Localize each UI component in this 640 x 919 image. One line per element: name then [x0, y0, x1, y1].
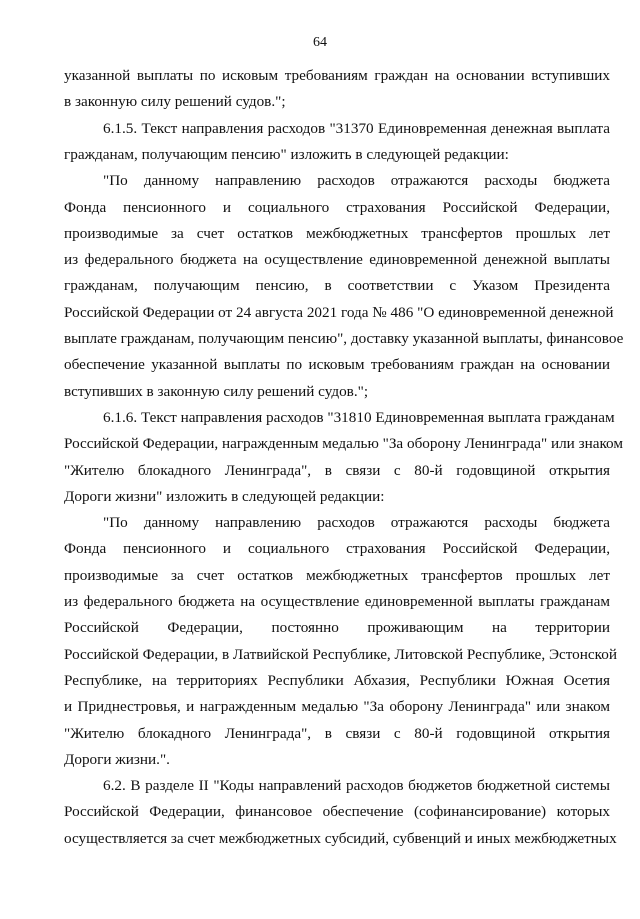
text-line: 6.1.6. Текст направления расходов "31810 Единовременная выплата гражданам	[103, 408, 615, 426]
text-line: гражданам, получающим пенсию, в соответствии с Указом Президента	[64, 277, 610, 295]
text-line: выплате гражданам, получающим пенсию", доставку указанной выплаты, финансовое	[64, 330, 624, 347]
text-line: "Жителю блокадного Ленинграда", в связи с 80-й годовщиной открытия	[64, 461, 610, 479]
text-line: Российской Федерации, в Латвийской Республике, Литовской Республике, Эстонской	[64, 645, 617, 663]
text-line: из федерального бюджета на осуществление единовременной денежной выплаты	[64, 251, 610, 269]
text-line: Российской Федерации, финансовое обеспечение (софинансирование) которых	[64, 803, 610, 821]
text-line: производимые за счет остатков межбюджетных трансфертов прошлых лет	[64, 224, 610, 242]
text-line: из федерального бюджета на осуществление единовременной выплаты гражданам	[64, 593, 610, 610]
text-line: Российской Федерации от 24 августа 2021 года № 486 "О единовременной денежной	[64, 303, 614, 321]
text-line: "По данному направлению расходов отражаются расходы бюджета	[103, 514, 610, 532]
page-number: 64	[313, 35, 327, 50]
text-line: Российской Федерации, постоянно проживающим на территории	[64, 619, 610, 637]
text-line: указанной выплаты по исковым требованиям граждан на основании вступивших	[64, 67, 610, 84]
text-line: Фонда пенсионного и социального страхования Российской Федерации,	[64, 540, 610, 558]
text-line: Дороги жизни.".	[64, 750, 170, 768]
text-line: обеспечение указанной выплаты по исковым требованиям граждан на основании	[64, 356, 610, 374]
text-line: 6.2. В разделе II "Коды направлений расходов бюджетов бюджетной системы	[103, 777, 610, 795]
text-line: Республике, на территориях Республики Абхазия, Республики Южная Осетия	[64, 671, 610, 689]
text-line: в законную силу решений судов.";	[64, 93, 286, 111]
text-line: Фонда пенсионного и социального страхования Российской Федерации,	[64, 198, 610, 216]
text-line: и Приднестровья, и награжденным медалью "За оборону Ленинграда" или знаком	[64, 698, 610, 716]
text-line: 6.1.5. Текст направления расходов "31370 Единовременная денежная выплата	[103, 119, 610, 137]
text-line: "По данному направлению расходов отражаются расходы бюджета	[103, 172, 610, 190]
text-line: Дороги жизни" изложить в следующей редакции:	[64, 487, 385, 505]
text-line: производимые за счет остатков межбюджетных трансфертов прошлых лет	[64, 566, 610, 584]
text-line: осуществляется за счет межбюджетных субсидий, субвенций и иных межбюджетных	[64, 829, 617, 847]
text-line: "Жителю блокадного Ленинграда", в связи с 80-й годовщиной открытия	[64, 724, 610, 742]
text-line: гражданам, получающим пенсию" изложить в следующей редакции:	[64, 145, 509, 163]
text-line: вступивших в законную силу решений судов.";	[64, 382, 369, 400]
text-line: Российской Федерации, награжденным медалью "За оборону Ленинграда" или знаком	[64, 435, 623, 453]
